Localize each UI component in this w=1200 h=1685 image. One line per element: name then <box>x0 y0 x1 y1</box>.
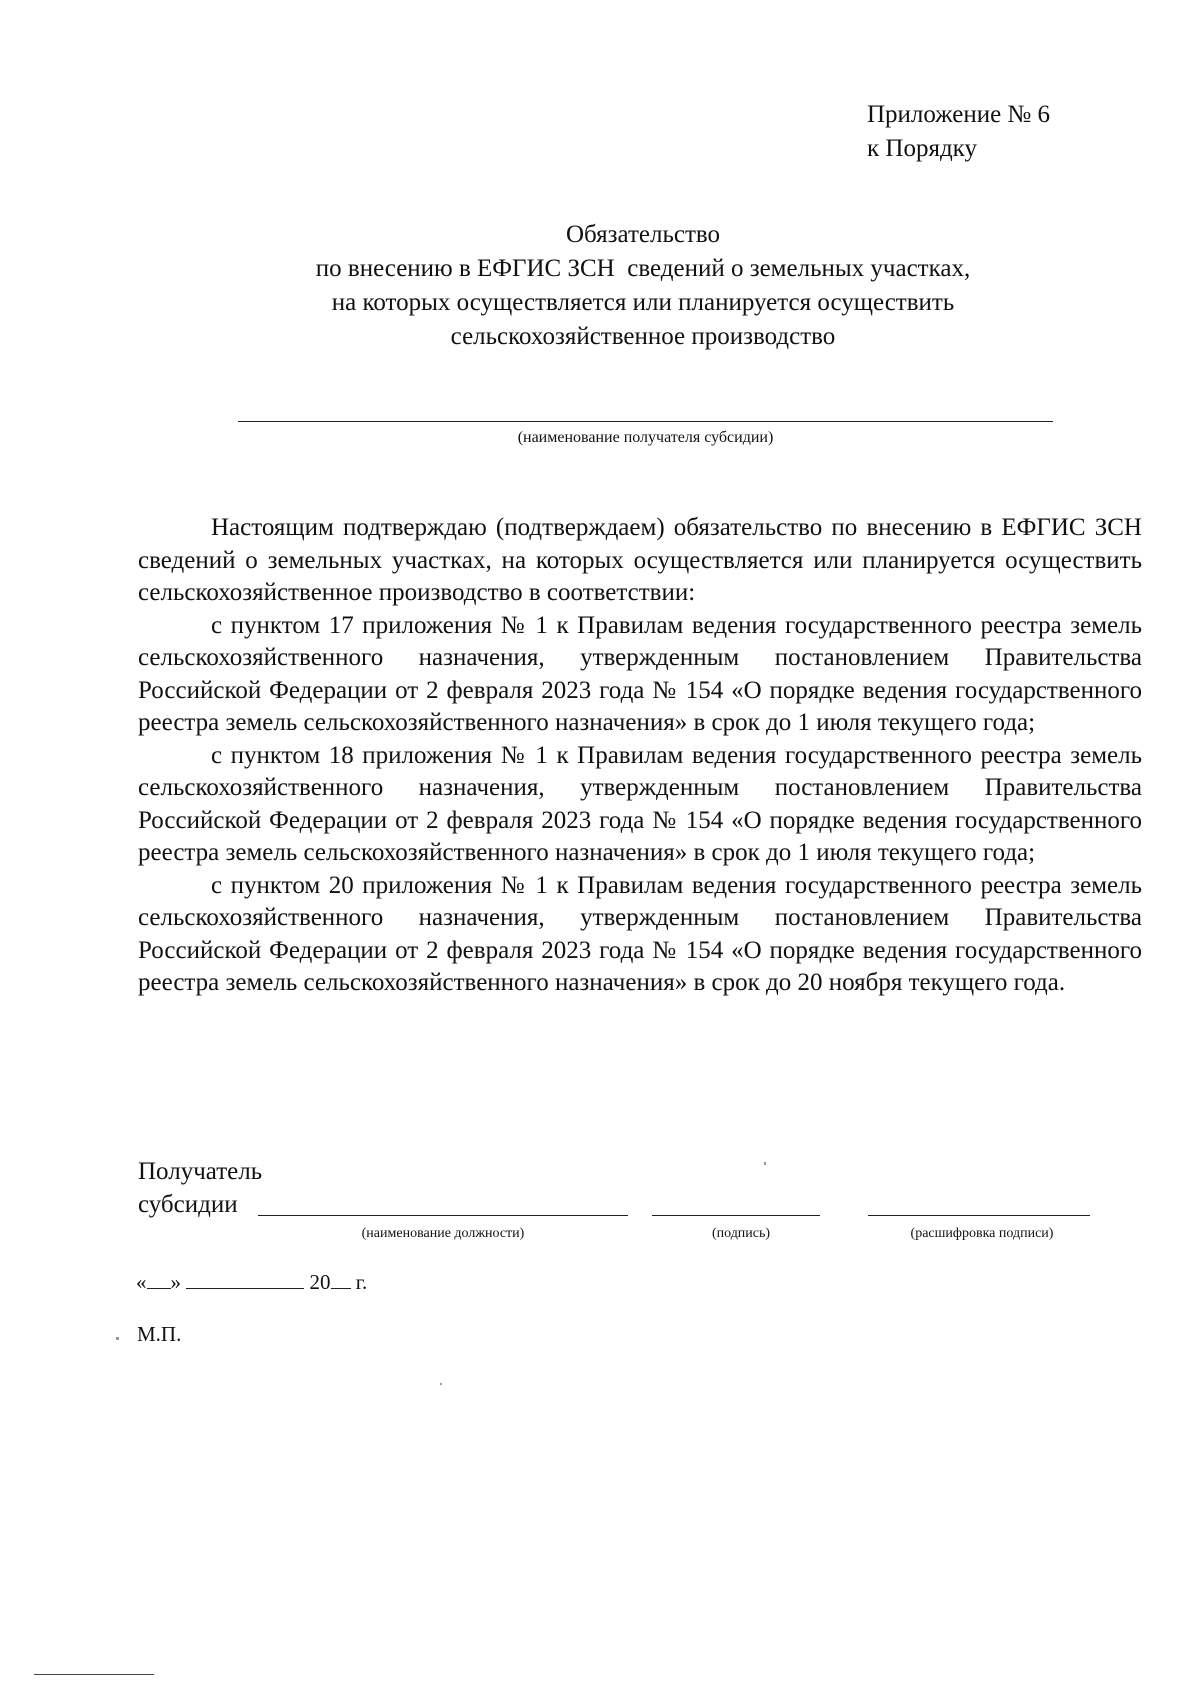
appendix-number: Приложение № 6 <box>867 101 1051 128</box>
scan-speck <box>440 1383 442 1385</box>
signature-label <box>138 1155 262 1221</box>
scan-speck <box>116 1337 119 1340</box>
position-blank-line <box>258 1215 628 1216</box>
title-line-1: Обязательство <box>565 221 721 248</box>
commitment-body <box>138 512 1142 1000</box>
title-line-4: сельскохозяйственное производство <box>450 323 836 350</box>
date-open-quote: « <box>136 1270 147 1294</box>
signature-decoding-blank-line <box>868 1215 1090 1216</box>
intro-paragraph: Настоящим подтверждаю (подтверждаем) обязательство по внесению в ЕФГИС ЗСН сведений о земельных участках, на которых осуществляется или планируется осуществить сельскохозяйственное производство в соответствии: <box>138 514 1142 606</box>
day-blank <box>147 1270 171 1289</box>
signature-blank-line <box>652 1215 820 1216</box>
year-century: 20 <box>309 1270 331 1294</box>
appendix-order-reference: к Порядку <box>867 135 977 162</box>
signature-label-line-2: субсидии <box>138 1191 238 1218</box>
date-field <box>136 1268 367 1296</box>
signature-caption: (подпись) <box>711 1226 771 1241</box>
year-blank <box>331 1270 351 1289</box>
date-close-quote: » <box>170 1270 181 1294</box>
title-line-2: по внесению в ЕФГИС ЗСН сведений о земельных участках, <box>315 255 971 282</box>
recipient-name-blank-line <box>238 421 1053 422</box>
title-line-3: на которых осуществляется или планируется осуществить <box>331 289 955 316</box>
stamp-placeholder: М.П. <box>137 1322 182 1346</box>
signature-decoding-caption: (расшифровка подписи) <box>910 1226 1054 1241</box>
clause-item-17: с пунктом 17 приложения № 1 к Правилам ведения государственного реестра земель сельскохозяйственного назначения, утвержденным постановлением Правительства Российской Федерации от 2 февраля 2023 года № 154 «О порядке ведения государственного реестра земель сельскохозяйственного назначения» в срок до 1 июля текущего года; <box>138 611 1142 736</box>
position-caption: (наименование должности) <box>361 1226 525 1241</box>
year-suffix: г. <box>355 1270 368 1294</box>
document-title <box>238 218 1048 354</box>
month-blank <box>186 1270 304 1289</box>
clause-item-20: с пунктом 20 приложения № 1 к Правилам ведения государственного реестра земель сельскохозяйственного назначения, утвержденным постановлением Правительства Российской Федерации от 2 февраля 2023 года № 154 «О порядке ведения государственного реестра земель сельскохозяйственного назначения» в срок до 20 ноября текущего года. <box>138 871 1142 996</box>
clause-item-18: с пунктом 18 приложения № 1 к Правилам ведения государственного реестра земель сельскохозяйственного назначения, утвержденным постановлением Правительства Российской Федерации от 2 февраля 2023 года № 154 «О порядке ведения государственного реестра земель сельскохозяйственного назначения» в срок до 1 июля текущего года; <box>138 741 1142 866</box>
signature-label-line-1: Получатель <box>138 1158 263 1185</box>
appendix-reference <box>867 98 1050 166</box>
scan-speck <box>764 1162 766 1165</box>
recipient-name-caption: (наименование получателя субсидии) <box>517 429 774 446</box>
scan-edge-mark <box>34 1674 154 1675</box>
